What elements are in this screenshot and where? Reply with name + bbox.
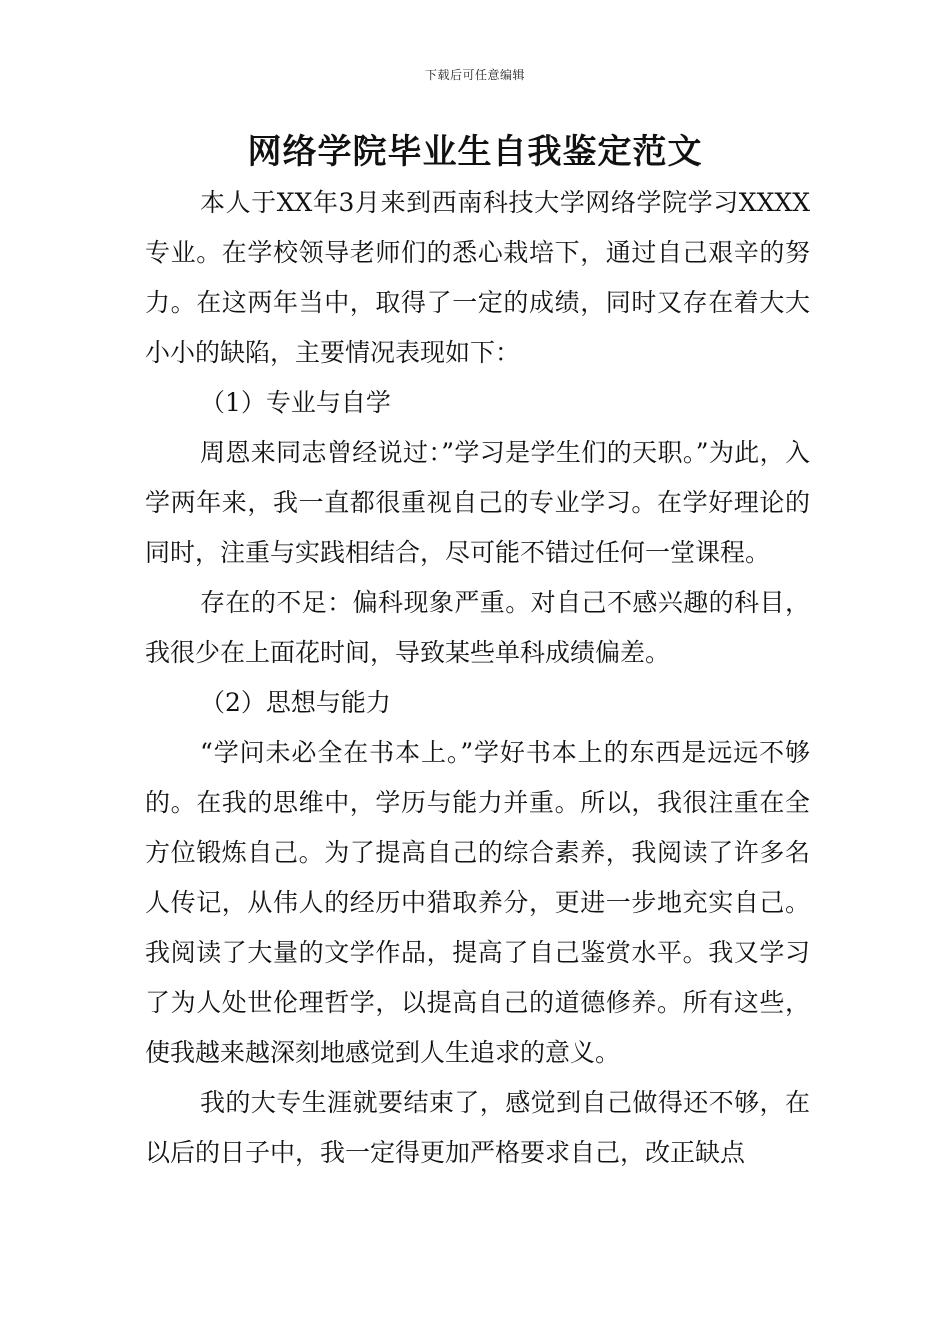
section-heading-1: （1）专业与自学 <box>200 388 391 417</box>
paragraph-study: 周恩来同志曾经说过：”学习是学生们的天职。”为此，入学两年来，我一直都很重视自己的专业学习。在学好理论的同时，注重与实践相结合，尽可能不错过任何一堂课程。 <box>145 438 810 567</box>
paragraph-conclusion: 我的大专生涯就要结束了，感觉到自己做得还不够，在以后的日子中，我一定得更加严格要求自己，改正缺点 <box>145 1088 810 1167</box>
document-body <box>145 178 810 1178</box>
paragraph-shortcoming: 存在的不足：偏科现象严重。对自己不感兴趣的科目，我很少在上面花时间，导致某些单科成绩偏差。 <box>145 588 810 667</box>
document-title: 网络学院毕业生自我鉴定范文 <box>247 132 703 172</box>
section-heading-2: （2）思想与能力 <box>200 688 391 717</box>
paragraph-intro: 本人于XX年3月来到西南科技大学网络学院学习XXXX专业。在学校领导老师们的悉心栽培下，通过自己艰辛的努力。在这两年当中，取得了一定的成绩，同时又存在着大大小小的缺陷，主要情况表现如下： <box>145 188 810 367</box>
paragraph-ability: “学问未必全在书本上。”学好书本上的东西是远远不够的。在我的思维中，学历与能力并重。所以，我很注重在全方位锻炼自己。为了提高自己的综合素养，我阅读了许多名人传记，从伟人的经历中猎取养分，更进一步地充实自己。我阅读了大量的文学作品，提高了自己鉴赏水平。我又学习了为人处世伦理哲学，以提高自己的道德修养。所有这些，使我越来越深刻地感觉到人生追求的意义。 <box>145 738 810 1067</box>
header-note: 下载后可任意编辑 <box>424 68 525 82</box>
